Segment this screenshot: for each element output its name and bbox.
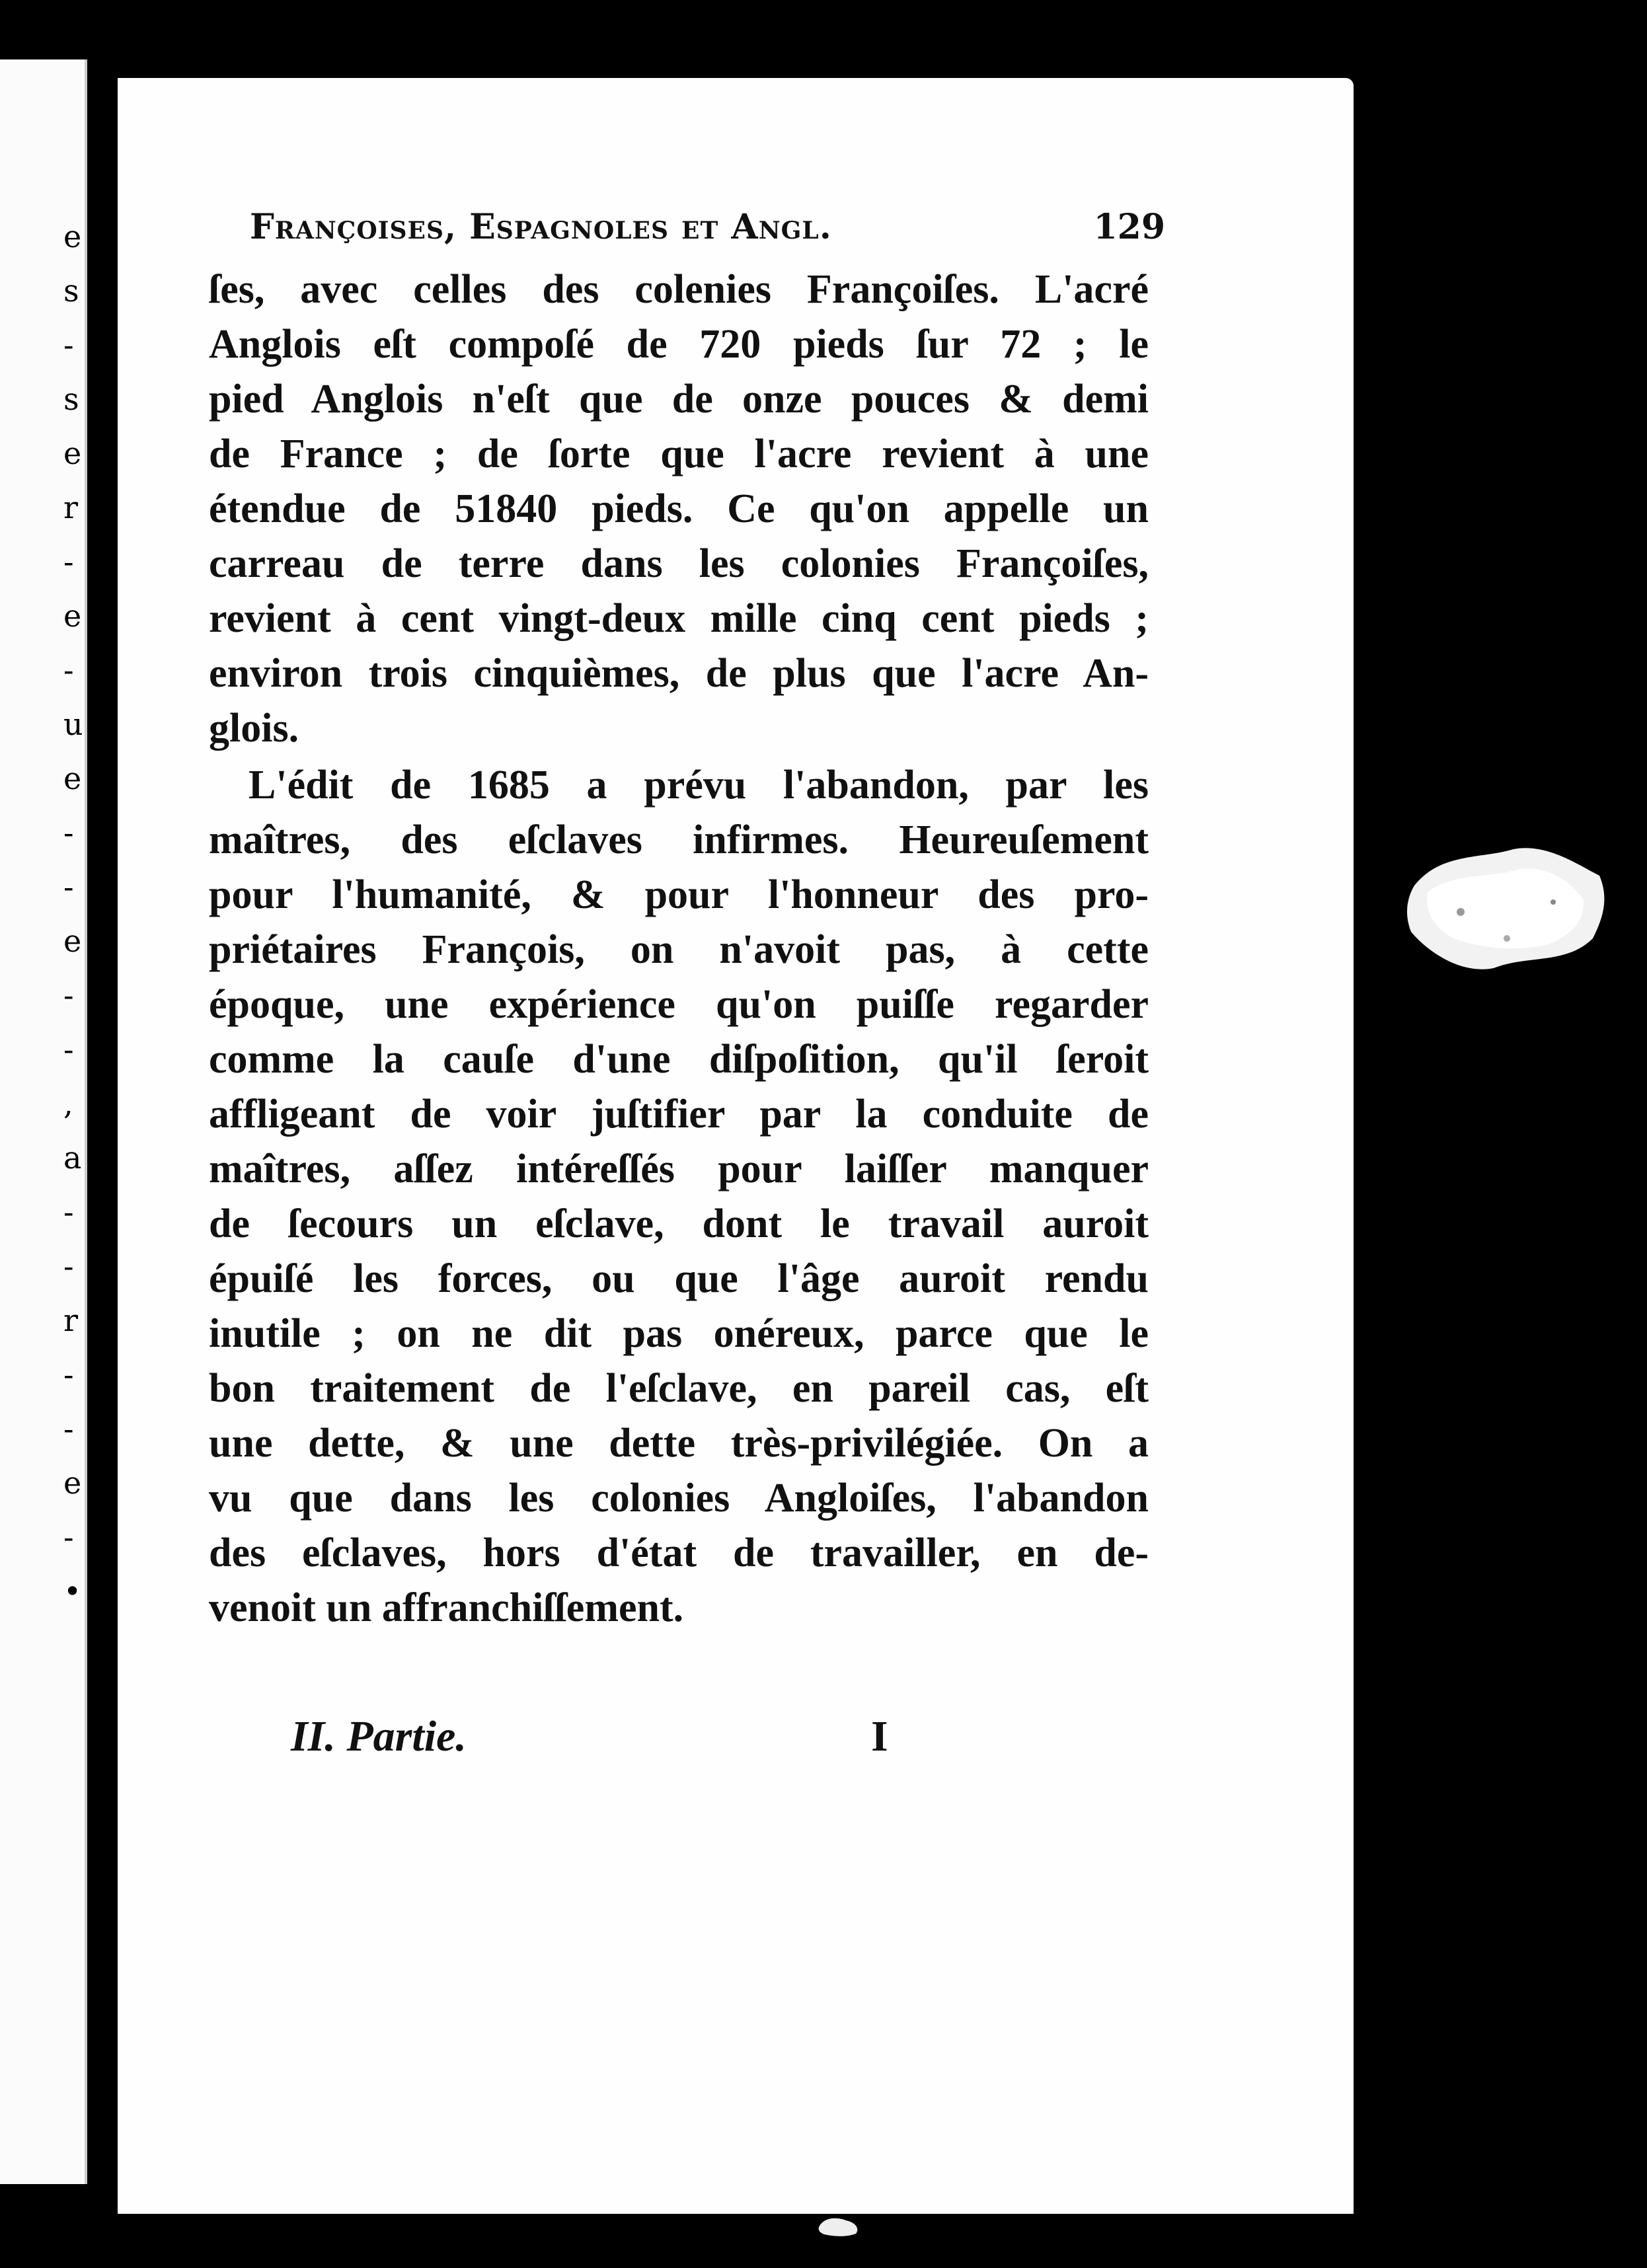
left-margin-char: u: [63, 706, 83, 742]
left-margin-char: e: [63, 219, 82, 254]
text-line: Anglois eſt compoſé de 720 pieds ſur 72 ; le: [209, 322, 1149, 367]
left-margin-char: a: [63, 1140, 82, 1176]
text-line: priétaires François, on n'avoit pas, à cette: [209, 927, 1149, 972]
left-margin-char: e: [63, 1465, 82, 1501]
left-margin-char: r: [63, 490, 78, 525]
left-margin-char: s: [63, 381, 79, 417]
text-line: maîtres, aſſez intéreſſés pour laiſſer manquer: [209, 1147, 1149, 1191]
left-margin-char: -: [63, 652, 74, 688]
paper-speck: [816, 2212, 862, 2239]
text-line: épuiſé les forces, ou que l'âge auroit rendu: [209, 1256, 1149, 1301]
text-line: vu que dans les colonies Angloiſes, l'abandon: [209, 1476, 1149, 1521]
text-line: comme la cauſe d'une diſpoſition, qu'il ſeroit: [209, 1037, 1149, 1082]
left-margin-char: -: [63, 327, 74, 363]
text-line: bon traitement de l'eſclave, en pareil cas, eſt: [209, 1366, 1149, 1411]
text-line: une dette, & une dette très-privilégiée. On a: [209, 1421, 1149, 1466]
left-margin-char: -: [63, 869, 74, 905]
left-margin-char: e: [63, 598, 82, 634]
text-line: carreau de terre dans les colonies Françoiſes,: [209, 541, 1149, 586]
text-line: L'édit de 1685 a prévu l'abandon, par les: [249, 763, 1149, 808]
text-line: de France ; de ſorte que l'acre revient à une: [209, 432, 1149, 476]
left-margin-char: ,: [63, 1086, 73, 1121]
text-line: pied Anglois n'eſt que de onze pouces & demi: [209, 377, 1149, 422]
text-line: étendue de 51840 pieds. Ce qu'on appelle un: [209, 486, 1149, 531]
left-margin-char: -: [63, 815, 74, 850]
left-margin-char: -: [63, 1357, 74, 1392]
left-margin-char: e: [63, 435, 82, 471]
running-head: Françoises, Espagnoles et Angl.: [250, 207, 832, 247]
signature-mark: II. Partie.: [291, 1712, 467, 1760]
torn-paper-fragment: [1401, 839, 1613, 978]
page: [118, 78, 1354, 2214]
left-margin-char: r: [63, 1303, 78, 1338]
left-margin-char: -: [63, 1411, 74, 1447]
left-margin-char: -: [63, 544, 74, 580]
text-line: de ſecours un eſclave, dont le travail auroit: [209, 1201, 1149, 1246]
text-line: des eſclaves, hors d'état de travailler, en de-: [209, 1531, 1149, 1575]
text-line: glois.: [209, 706, 299, 751]
left-margin-char: e: [63, 761, 82, 796]
text-line: venoit un affranchiſſement.: [209, 1585, 684, 1630]
left-margin-char: -: [63, 1248, 74, 1284]
text-line: affligeant de voir juſtifier par la conduite de: [209, 1092, 1149, 1137]
text-line: environ trois cinquièmes, de plus que l'acre An-: [209, 651, 1149, 696]
left-margin-char: s: [63, 273, 79, 309]
gathering-mark: I: [871, 1712, 888, 1760]
left-margin-char: -: [63, 1519, 74, 1555]
left-margin-char: e: [63, 923, 82, 959]
left-margin-char: -: [63, 977, 74, 1013]
page-number: 129: [1093, 207, 1165, 247]
left-margin-char: -: [63, 1194, 74, 1230]
text-line: revient à cent vingt-deux mille cinq cent pieds ;: [209, 596, 1149, 641]
text-line: pour l'humanité, & pour l'honneur des pro-: [209, 872, 1149, 917]
page-header: [250, 207, 1165, 260]
text-line: ſes, avec celles des colenies Françoiſes. L'acré: [209, 267, 1149, 312]
left-margin-char: •: [63, 1573, 82, 1609]
left-margin-char: -: [63, 1032, 74, 1067]
text-line: époque, une expérience qu'on puiſſe regarder: [209, 982, 1149, 1027]
text-line: inutile ; on ne dit pas onéreux, parce que le: [209, 1311, 1149, 1356]
text-line: maîtres, des eſclaves infirmes. Heureuſement: [209, 817, 1149, 862]
left-page-edge: [0, 59, 87, 2184]
